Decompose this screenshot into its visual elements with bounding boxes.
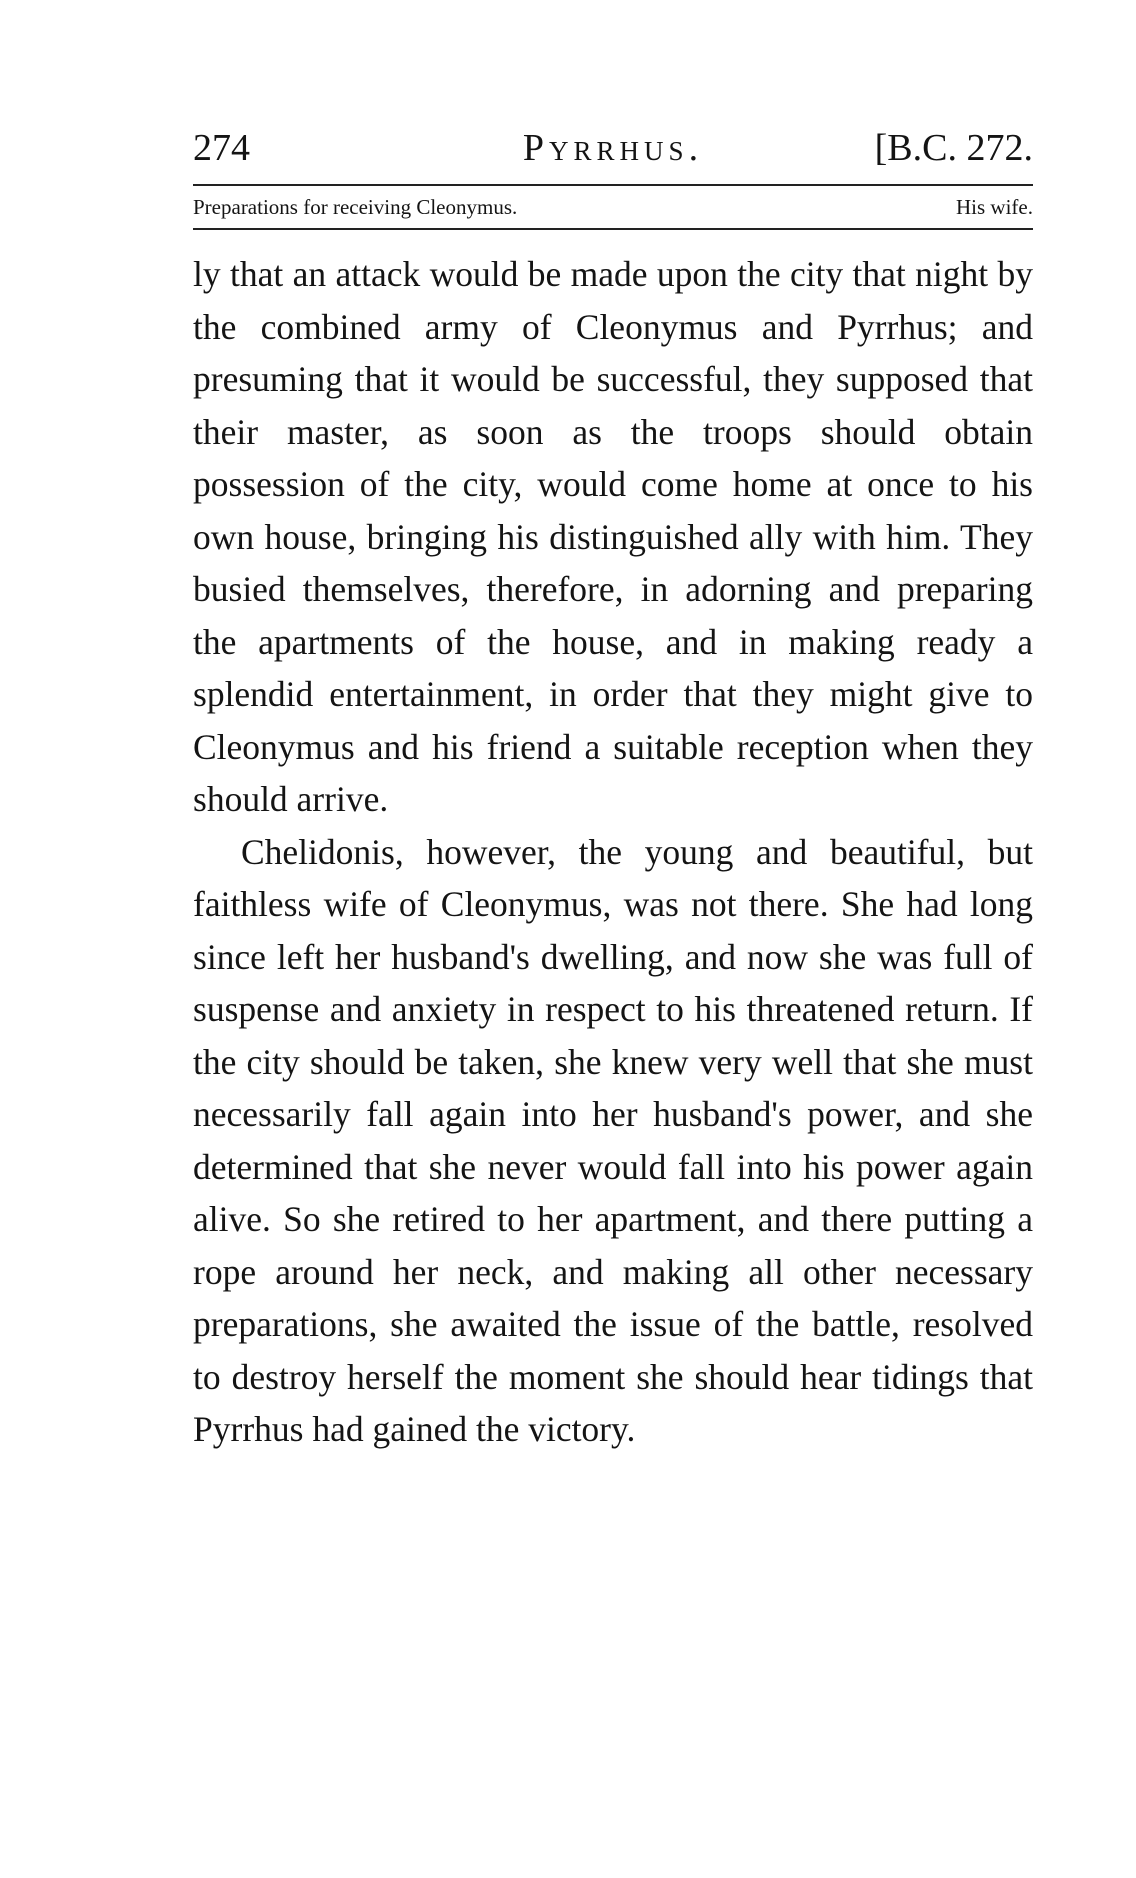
marginal-subheads	[193, 192, 1033, 222]
paragraph-continuation: ly that an attack would be made upon the city that night by the combined army of Cleonymus and Pyrrhus; and presuming that it would be successful, they supposed that their master, as soon as the troops should obtain possession of the city, would come home at once to his own house, bringing his distinguished ally with him. They busied themselves, therefore, in adorning and preparing the apartments of the house, and in making ready a splendid entertainment, in order that they might give to Cleonymus and his friend a suitable reception when they should arrive.	[193, 254, 1033, 819]
subhead-left: Preparations for receiving Cleonymus.	[193, 195, 518, 219]
book-page	[193, 120, 1033, 1456]
paragraph-chelidonis: Chelidonis, however, the young and beautiful, but faithless wife of Cleonymus, was not there. She had long since left her husband's dwelling, and now she was full of suspense and anxiety in respect to his threatened return. If the city should be taken, she knew very well that she must necessarily fall again into her husband's power, and she determined that she never would fall into his power again alive. So she retired to her apartment, and there putting a rope around her neck, and making all other necessary preparations, she awaited the issue of the battle, resolved to destroy herself the moment she should hear tidings that Pyrrhus had gained the victory.	[193, 831, 1033, 1449]
running-title: Pyrrhus.	[522, 127, 704, 169]
header-rule-bottom	[193, 228, 1033, 230]
running-date: [B.C. 272.	[874, 127, 1033, 169]
header-rule-top	[193, 184, 1033, 186]
running-head	[193, 120, 1033, 176]
subhead-right: His wife.	[956, 195, 1033, 219]
body-text	[193, 248, 1033, 1456]
page-number: 274	[193, 127, 250, 169]
